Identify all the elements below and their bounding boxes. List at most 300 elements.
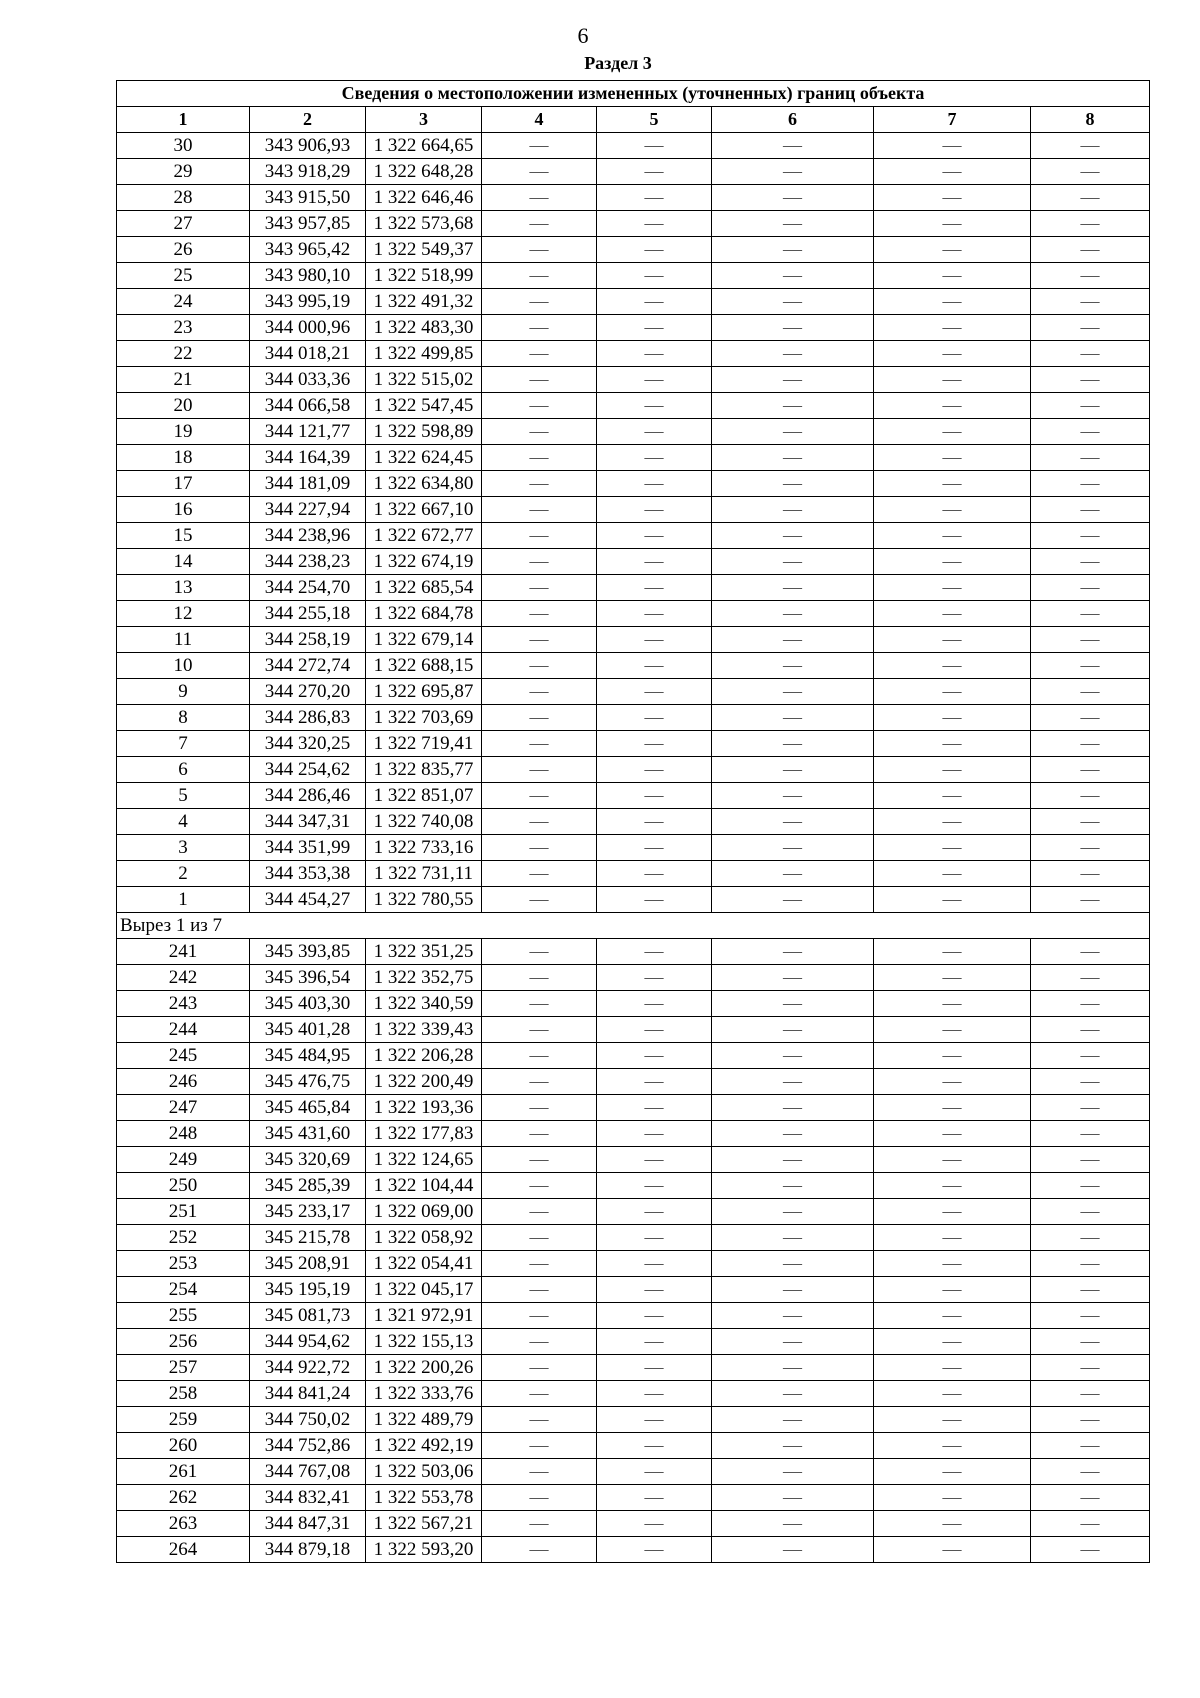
empty-value-dash: —	[482, 497, 597, 523]
point-number-cell: 242	[117, 965, 250, 991]
empty-value-dash: —	[1031, 549, 1150, 575]
empty-value-dash: —	[1031, 1355, 1150, 1381]
table-row	[117, 835, 1150, 861]
empty-value-dash: —	[712, 211, 874, 237]
empty-value-dash: —	[482, 991, 597, 1017]
empty-value-dash: —	[482, 1095, 597, 1121]
empty-value-dash: —	[482, 965, 597, 991]
empty-value-dash: —	[1031, 783, 1150, 809]
empty-value-dash: —	[482, 783, 597, 809]
empty-value-dash: —	[482, 1121, 597, 1147]
x-coordinate-cell: 345 393,85	[250, 939, 366, 965]
empty-value-dash: —	[712, 1459, 874, 1485]
table-row	[117, 1095, 1150, 1121]
table-row	[117, 1303, 1150, 1329]
empty-value-dash: —	[712, 1433, 874, 1459]
empty-value-dash: —	[597, 653, 712, 679]
empty-value-dash: —	[1031, 523, 1150, 549]
table-row	[117, 1043, 1150, 1069]
empty-value-dash: —	[712, 1329, 874, 1355]
empty-value-dash: —	[712, 1225, 874, 1251]
y-coordinate-cell: 1 322 503,06	[366, 1459, 482, 1485]
y-coordinate-cell: 1 322 674,19	[366, 549, 482, 575]
empty-value-dash: —	[874, 1355, 1031, 1381]
empty-value-dash: —	[482, 159, 597, 185]
empty-value-dash: —	[1031, 419, 1150, 445]
empty-value-dash: —	[712, 939, 874, 965]
x-coordinate-cell: 345 476,75	[250, 1069, 366, 1095]
empty-value-dash: —	[597, 627, 712, 653]
empty-value-dash: —	[1031, 237, 1150, 263]
empty-value-dash: —	[1031, 575, 1150, 601]
empty-value-dash: —	[712, 809, 874, 835]
empty-value-dash: —	[874, 887, 1031, 913]
empty-value-dash: —	[597, 211, 712, 237]
empty-value-dash: —	[597, 1017, 712, 1043]
empty-value-dash: —	[712, 965, 874, 991]
y-coordinate-cell: 1 322 553,78	[366, 1485, 482, 1511]
empty-value-dash: —	[874, 1251, 1031, 1277]
empty-value-dash: —	[482, 1511, 597, 1537]
table-row	[117, 523, 1150, 549]
cutout-label: Вырез 1 из 7	[117, 913, 1150, 939]
x-coordinate-cell: 344 255,18	[250, 601, 366, 627]
x-coordinate-cell: 344 752,86	[250, 1433, 366, 1459]
y-coordinate-cell: 1 322 679,14	[366, 627, 482, 653]
empty-value-dash: —	[597, 341, 712, 367]
empty-value-dash: —	[482, 523, 597, 549]
empty-value-dash: —	[482, 1017, 597, 1043]
empty-value-dash: —	[712, 497, 874, 523]
point-number-cell: 248	[117, 1121, 250, 1147]
y-coordinate-cell: 1 322 499,85	[366, 341, 482, 367]
x-coordinate-cell: 343 965,42	[250, 237, 366, 263]
empty-value-dash: —	[712, 679, 874, 705]
point-number-cell: 9	[117, 679, 250, 705]
point-number-cell: 4	[117, 809, 250, 835]
empty-value-dash: —	[712, 991, 874, 1017]
x-coordinate-cell: 344 272,74	[250, 653, 366, 679]
x-coordinate-cell: 344 353,38	[250, 861, 366, 887]
empty-value-dash: —	[597, 1537, 712, 1563]
point-number-cell: 244	[117, 1017, 250, 1043]
x-coordinate-cell: 344 066,58	[250, 393, 366, 419]
x-coordinate-cell: 345 285,39	[250, 1173, 366, 1199]
empty-value-dash: —	[1031, 263, 1150, 289]
empty-value-dash: —	[1031, 1381, 1150, 1407]
empty-value-dash: —	[482, 133, 597, 159]
empty-value-dash: —	[1031, 1173, 1150, 1199]
point-number-cell: 16	[117, 497, 250, 523]
x-coordinate-cell: 344 767,08	[250, 1459, 366, 1485]
empty-value-dash: —	[874, 861, 1031, 887]
point-number-cell: 261	[117, 1459, 250, 1485]
empty-value-dash: —	[712, 705, 874, 731]
table-row	[117, 757, 1150, 783]
empty-value-dash: —	[482, 1433, 597, 1459]
empty-value-dash: —	[874, 1069, 1031, 1095]
point-number-cell: 245	[117, 1043, 250, 1069]
table-row	[117, 1433, 1150, 1459]
empty-value-dash: —	[874, 419, 1031, 445]
y-coordinate-cell: 1 322 598,89	[366, 419, 482, 445]
empty-value-dash: —	[874, 1043, 1031, 1069]
empty-value-dash: —	[1031, 835, 1150, 861]
table-row	[117, 1121, 1150, 1147]
empty-value-dash: —	[1031, 1043, 1150, 1069]
empty-value-dash: —	[597, 861, 712, 887]
x-coordinate-cell: 344 033,36	[250, 367, 366, 393]
point-number-cell: 28	[117, 185, 250, 211]
empty-value-dash: —	[597, 1459, 712, 1485]
empty-value-dash: —	[874, 939, 1031, 965]
x-coordinate-cell: 344 454,27	[250, 887, 366, 913]
point-number-cell: 263	[117, 1511, 250, 1537]
x-coordinate-cell: 344 879,18	[250, 1537, 366, 1563]
table-row	[117, 1225, 1150, 1251]
empty-value-dash: —	[597, 1225, 712, 1251]
y-coordinate-cell: 1 322 200,49	[366, 1069, 482, 1095]
empty-value-dash: —	[597, 1121, 712, 1147]
x-coordinate-cell: 344 121,77	[250, 419, 366, 445]
x-coordinate-cell: 344 286,83	[250, 705, 366, 731]
y-coordinate-cell: 1 321 972,91	[366, 1303, 482, 1329]
group2-rows	[117, 939, 1150, 1563]
empty-value-dash: —	[482, 211, 597, 237]
empty-value-dash: —	[482, 809, 597, 835]
x-coordinate-cell: 345 233,17	[250, 1199, 366, 1225]
x-coordinate-cell: 344 750,02	[250, 1407, 366, 1433]
empty-value-dash: —	[712, 1381, 874, 1407]
empty-value-dash: —	[1031, 653, 1150, 679]
empty-value-dash: —	[712, 1407, 874, 1433]
point-number-cell: 13	[117, 575, 250, 601]
table-row	[117, 1199, 1150, 1225]
y-coordinate-cell: 1 322 593,20	[366, 1537, 482, 1563]
table-row	[117, 1407, 1150, 1433]
empty-value-dash: —	[874, 1017, 1031, 1043]
y-coordinate-cell: 1 322 045,17	[366, 1277, 482, 1303]
y-coordinate-cell: 1 322 731,11	[366, 861, 482, 887]
empty-value-dash: —	[874, 393, 1031, 419]
empty-value-dash: —	[1031, 1069, 1150, 1095]
empty-value-dash: —	[597, 263, 712, 289]
x-coordinate-cell: 344 847,31	[250, 1511, 366, 1537]
empty-value-dash: —	[597, 1069, 712, 1095]
empty-value-dash: —	[1031, 1329, 1150, 1355]
table-row	[117, 445, 1150, 471]
x-coordinate-cell: 345 484,95	[250, 1043, 366, 1069]
empty-value-dash: —	[597, 1095, 712, 1121]
empty-value-dash: —	[712, 653, 874, 679]
table-row	[117, 549, 1150, 575]
x-coordinate-cell: 344 841,24	[250, 1381, 366, 1407]
y-coordinate-cell: 1 322 069,00	[366, 1199, 482, 1225]
empty-value-dash: —	[874, 211, 1031, 237]
y-coordinate-cell: 1 322 489,79	[366, 1407, 482, 1433]
empty-value-dash: —	[482, 237, 597, 263]
empty-value-dash: —	[1031, 393, 1150, 419]
empty-value-dash: —	[874, 497, 1031, 523]
empty-value-dash: —	[712, 159, 874, 185]
empty-value-dash: —	[482, 653, 597, 679]
empty-value-dash: —	[597, 185, 712, 211]
table-row	[117, 939, 1150, 965]
x-coordinate-cell: 343 957,85	[250, 211, 366, 237]
y-coordinate-cell: 1 322 780,55	[366, 887, 482, 913]
empty-value-dash: —	[482, 1147, 597, 1173]
empty-value-dash: —	[874, 159, 1031, 185]
y-coordinate-cell: 1 322 339,43	[366, 1017, 482, 1043]
empty-value-dash: —	[482, 1485, 597, 1511]
empty-value-dash: —	[874, 653, 1031, 679]
table-row	[117, 1511, 1150, 1537]
point-number-cell: 30	[117, 133, 250, 159]
x-coordinate-cell: 345 401,28	[250, 1017, 366, 1043]
point-number-cell: 241	[117, 939, 250, 965]
empty-value-dash: —	[712, 1199, 874, 1225]
point-number-cell: 5	[117, 783, 250, 809]
empty-value-dash: —	[597, 1147, 712, 1173]
x-coordinate-cell: 345 396,54	[250, 965, 366, 991]
empty-value-dash: —	[712, 757, 874, 783]
empty-value-dash: —	[597, 1433, 712, 1459]
empty-value-dash: —	[874, 185, 1031, 211]
empty-value-dash: —	[597, 367, 712, 393]
empty-value-dash: —	[874, 627, 1031, 653]
y-coordinate-cell: 1 322 648,28	[366, 159, 482, 185]
empty-value-dash: —	[712, 1069, 874, 1095]
empty-value-dash: —	[712, 1121, 874, 1147]
empty-value-dash: —	[482, 315, 597, 341]
empty-value-dash: —	[597, 1303, 712, 1329]
empty-value-dash: —	[874, 1329, 1031, 1355]
y-coordinate-cell: 1 322 664,65	[366, 133, 482, 159]
x-coordinate-cell: 345 465,84	[250, 1095, 366, 1121]
table-row	[117, 887, 1150, 913]
y-coordinate-cell: 1 322 719,41	[366, 731, 482, 757]
empty-value-dash: —	[874, 1277, 1031, 1303]
point-number-cell: 22	[117, 341, 250, 367]
empty-value-dash: —	[482, 367, 597, 393]
empty-value-dash: —	[1031, 1251, 1150, 1277]
column-number: 1	[117, 107, 250, 133]
empty-value-dash: —	[482, 705, 597, 731]
x-coordinate-cell: 345 215,78	[250, 1225, 366, 1251]
empty-value-dash: —	[482, 1251, 597, 1277]
y-coordinate-cell: 1 322 672,77	[366, 523, 482, 549]
empty-value-dash: —	[874, 1511, 1031, 1537]
x-coordinate-cell: 343 995,19	[250, 289, 366, 315]
empty-value-dash: —	[1031, 133, 1150, 159]
empty-value-dash: —	[712, 419, 874, 445]
empty-value-dash: —	[597, 419, 712, 445]
table-row	[117, 471, 1150, 497]
table-row	[117, 497, 1150, 523]
empty-value-dash: —	[874, 237, 1031, 263]
y-coordinate-cell: 1 322 492,19	[366, 1433, 482, 1459]
empty-value-dash: —	[597, 1277, 712, 1303]
empty-value-dash: —	[597, 1407, 712, 1433]
empty-value-dash: —	[597, 1043, 712, 1069]
empty-value-dash: —	[482, 1225, 597, 1251]
x-coordinate-cell: 344 258,19	[250, 627, 366, 653]
y-coordinate-cell: 1 322 193,36	[366, 1095, 482, 1121]
y-coordinate-cell: 1 322 634,80	[366, 471, 482, 497]
empty-value-dash: —	[597, 1381, 712, 1407]
y-coordinate-cell: 1 322 177,83	[366, 1121, 482, 1147]
empty-value-dash: —	[874, 1433, 1031, 1459]
y-coordinate-cell: 1 322 567,21	[366, 1511, 482, 1537]
empty-value-dash: —	[712, 445, 874, 471]
x-coordinate-cell: 344 954,62	[250, 1329, 366, 1355]
empty-value-dash: —	[482, 1329, 597, 1355]
empty-value-dash: —	[712, 549, 874, 575]
point-number-cell: 15	[117, 523, 250, 549]
point-number-cell: 17	[117, 471, 250, 497]
empty-value-dash: —	[597, 991, 712, 1017]
x-coordinate-cell: 344 000,96	[250, 315, 366, 341]
column-number-row	[117, 107, 1150, 133]
y-coordinate-cell: 1 322 515,02	[366, 367, 482, 393]
empty-value-dash: —	[1031, 1537, 1150, 1563]
empty-value-dash: —	[874, 1173, 1031, 1199]
empty-value-dash: —	[597, 1511, 712, 1537]
empty-value-dash: —	[712, 575, 874, 601]
empty-value-dash: —	[874, 549, 1031, 575]
empty-value-dash: —	[482, 1537, 597, 1563]
empty-value-dash: —	[482, 861, 597, 887]
x-coordinate-cell: 344 270,20	[250, 679, 366, 705]
empty-value-dash: —	[874, 991, 1031, 1017]
point-number-cell: 3	[117, 835, 250, 861]
empty-value-dash: —	[1031, 757, 1150, 783]
empty-value-dash: —	[1031, 1199, 1150, 1225]
table-row	[117, 627, 1150, 653]
empty-value-dash: —	[482, 549, 597, 575]
empty-value-dash: —	[874, 1225, 1031, 1251]
point-number-cell: 253	[117, 1251, 250, 1277]
empty-value-dash: —	[874, 523, 1031, 549]
column-number: 5	[597, 107, 712, 133]
empty-value-dash: —	[1031, 471, 1150, 497]
empty-value-dash: —	[712, 263, 874, 289]
point-number-cell: 254	[117, 1277, 250, 1303]
empty-value-dash: —	[712, 471, 874, 497]
empty-value-dash: —	[712, 887, 874, 913]
x-coordinate-cell: 343 915,50	[250, 185, 366, 211]
empty-value-dash: —	[597, 679, 712, 705]
y-coordinate-cell: 1 322 333,76	[366, 1381, 482, 1407]
empty-value-dash: —	[712, 627, 874, 653]
empty-value-dash: —	[597, 289, 712, 315]
empty-value-dash: —	[1031, 627, 1150, 653]
y-coordinate-cell: 1 322 695,87	[366, 679, 482, 705]
table-row	[117, 315, 1150, 341]
empty-value-dash: —	[597, 1199, 712, 1225]
empty-value-dash: —	[874, 575, 1031, 601]
table-row	[117, 601, 1150, 627]
empty-value-dash: —	[1031, 1095, 1150, 1121]
empty-value-dash: —	[482, 1199, 597, 1225]
point-number-cell: 247	[117, 1095, 250, 1121]
empty-value-dash: —	[1031, 1303, 1150, 1329]
empty-value-dash: —	[874, 1381, 1031, 1407]
empty-value-dash: —	[482, 835, 597, 861]
empty-value-dash: —	[874, 263, 1031, 289]
empty-value-dash: —	[482, 1173, 597, 1199]
point-number-cell: 7	[117, 731, 250, 757]
empty-value-dash: —	[712, 133, 874, 159]
x-coordinate-cell: 344 164,39	[250, 445, 366, 471]
x-coordinate-cell: 344 254,62	[250, 757, 366, 783]
empty-value-dash: —	[712, 731, 874, 757]
y-coordinate-cell: 1 322 483,30	[366, 315, 482, 341]
empty-value-dash: —	[1031, 1433, 1150, 1459]
empty-value-dash: —	[712, 1355, 874, 1381]
empty-value-dash: —	[482, 1069, 597, 1095]
empty-value-dash: —	[712, 1043, 874, 1069]
empty-value-dash: —	[1031, 1511, 1150, 1537]
y-coordinate-cell: 1 322 352,75	[366, 965, 482, 991]
empty-value-dash: —	[874, 679, 1031, 705]
empty-value-dash: —	[482, 263, 597, 289]
table-row	[117, 1485, 1150, 1511]
table-row	[117, 1537, 1150, 1563]
x-coordinate-cell: 344 351,99	[250, 835, 366, 861]
y-coordinate-cell: 1 322 206,28	[366, 1043, 482, 1069]
empty-value-dash: —	[597, 445, 712, 471]
x-coordinate-cell: 344 320,25	[250, 731, 366, 757]
table-row	[117, 653, 1150, 679]
x-coordinate-cell: 345 208,91	[250, 1251, 366, 1277]
point-number-cell: 2	[117, 861, 250, 887]
y-coordinate-cell: 1 322 054,41	[366, 1251, 482, 1277]
y-coordinate-cell: 1 322 835,77	[366, 757, 482, 783]
empty-value-dash: —	[482, 575, 597, 601]
empty-value-dash: —	[874, 757, 1031, 783]
y-coordinate-cell: 1 322 624,45	[366, 445, 482, 471]
empty-value-dash: —	[874, 1303, 1031, 1329]
y-coordinate-cell: 1 322 685,54	[366, 575, 482, 601]
table-row	[117, 289, 1150, 315]
empty-value-dash: —	[597, 783, 712, 809]
table-row	[117, 809, 1150, 835]
empty-value-dash: —	[597, 1329, 712, 1355]
empty-value-dash: —	[482, 1355, 597, 1381]
group1-rows	[117, 133, 1150, 913]
y-coordinate-cell: 1 322 491,32	[366, 289, 482, 315]
empty-value-dash: —	[482, 679, 597, 705]
empty-value-dash: —	[874, 1199, 1031, 1225]
y-coordinate-cell: 1 322 667,10	[366, 497, 482, 523]
table-row	[117, 965, 1150, 991]
point-number-cell: 260	[117, 1433, 250, 1459]
empty-value-dash: —	[482, 1459, 597, 1485]
table-row	[117, 237, 1150, 263]
empty-value-dash: —	[1031, 887, 1150, 913]
point-number-cell: 252	[117, 1225, 250, 1251]
empty-value-dash: —	[1031, 1121, 1150, 1147]
x-coordinate-cell: 344 254,70	[250, 575, 366, 601]
empty-value-dash: —	[712, 1251, 874, 1277]
x-coordinate-cell: 345 431,60	[250, 1121, 366, 1147]
empty-value-dash: —	[597, 1355, 712, 1381]
empty-value-dash: —	[1031, 1277, 1150, 1303]
empty-value-dash: —	[712, 783, 874, 809]
empty-value-dash: —	[597, 705, 712, 731]
empty-value-dash: —	[482, 1277, 597, 1303]
